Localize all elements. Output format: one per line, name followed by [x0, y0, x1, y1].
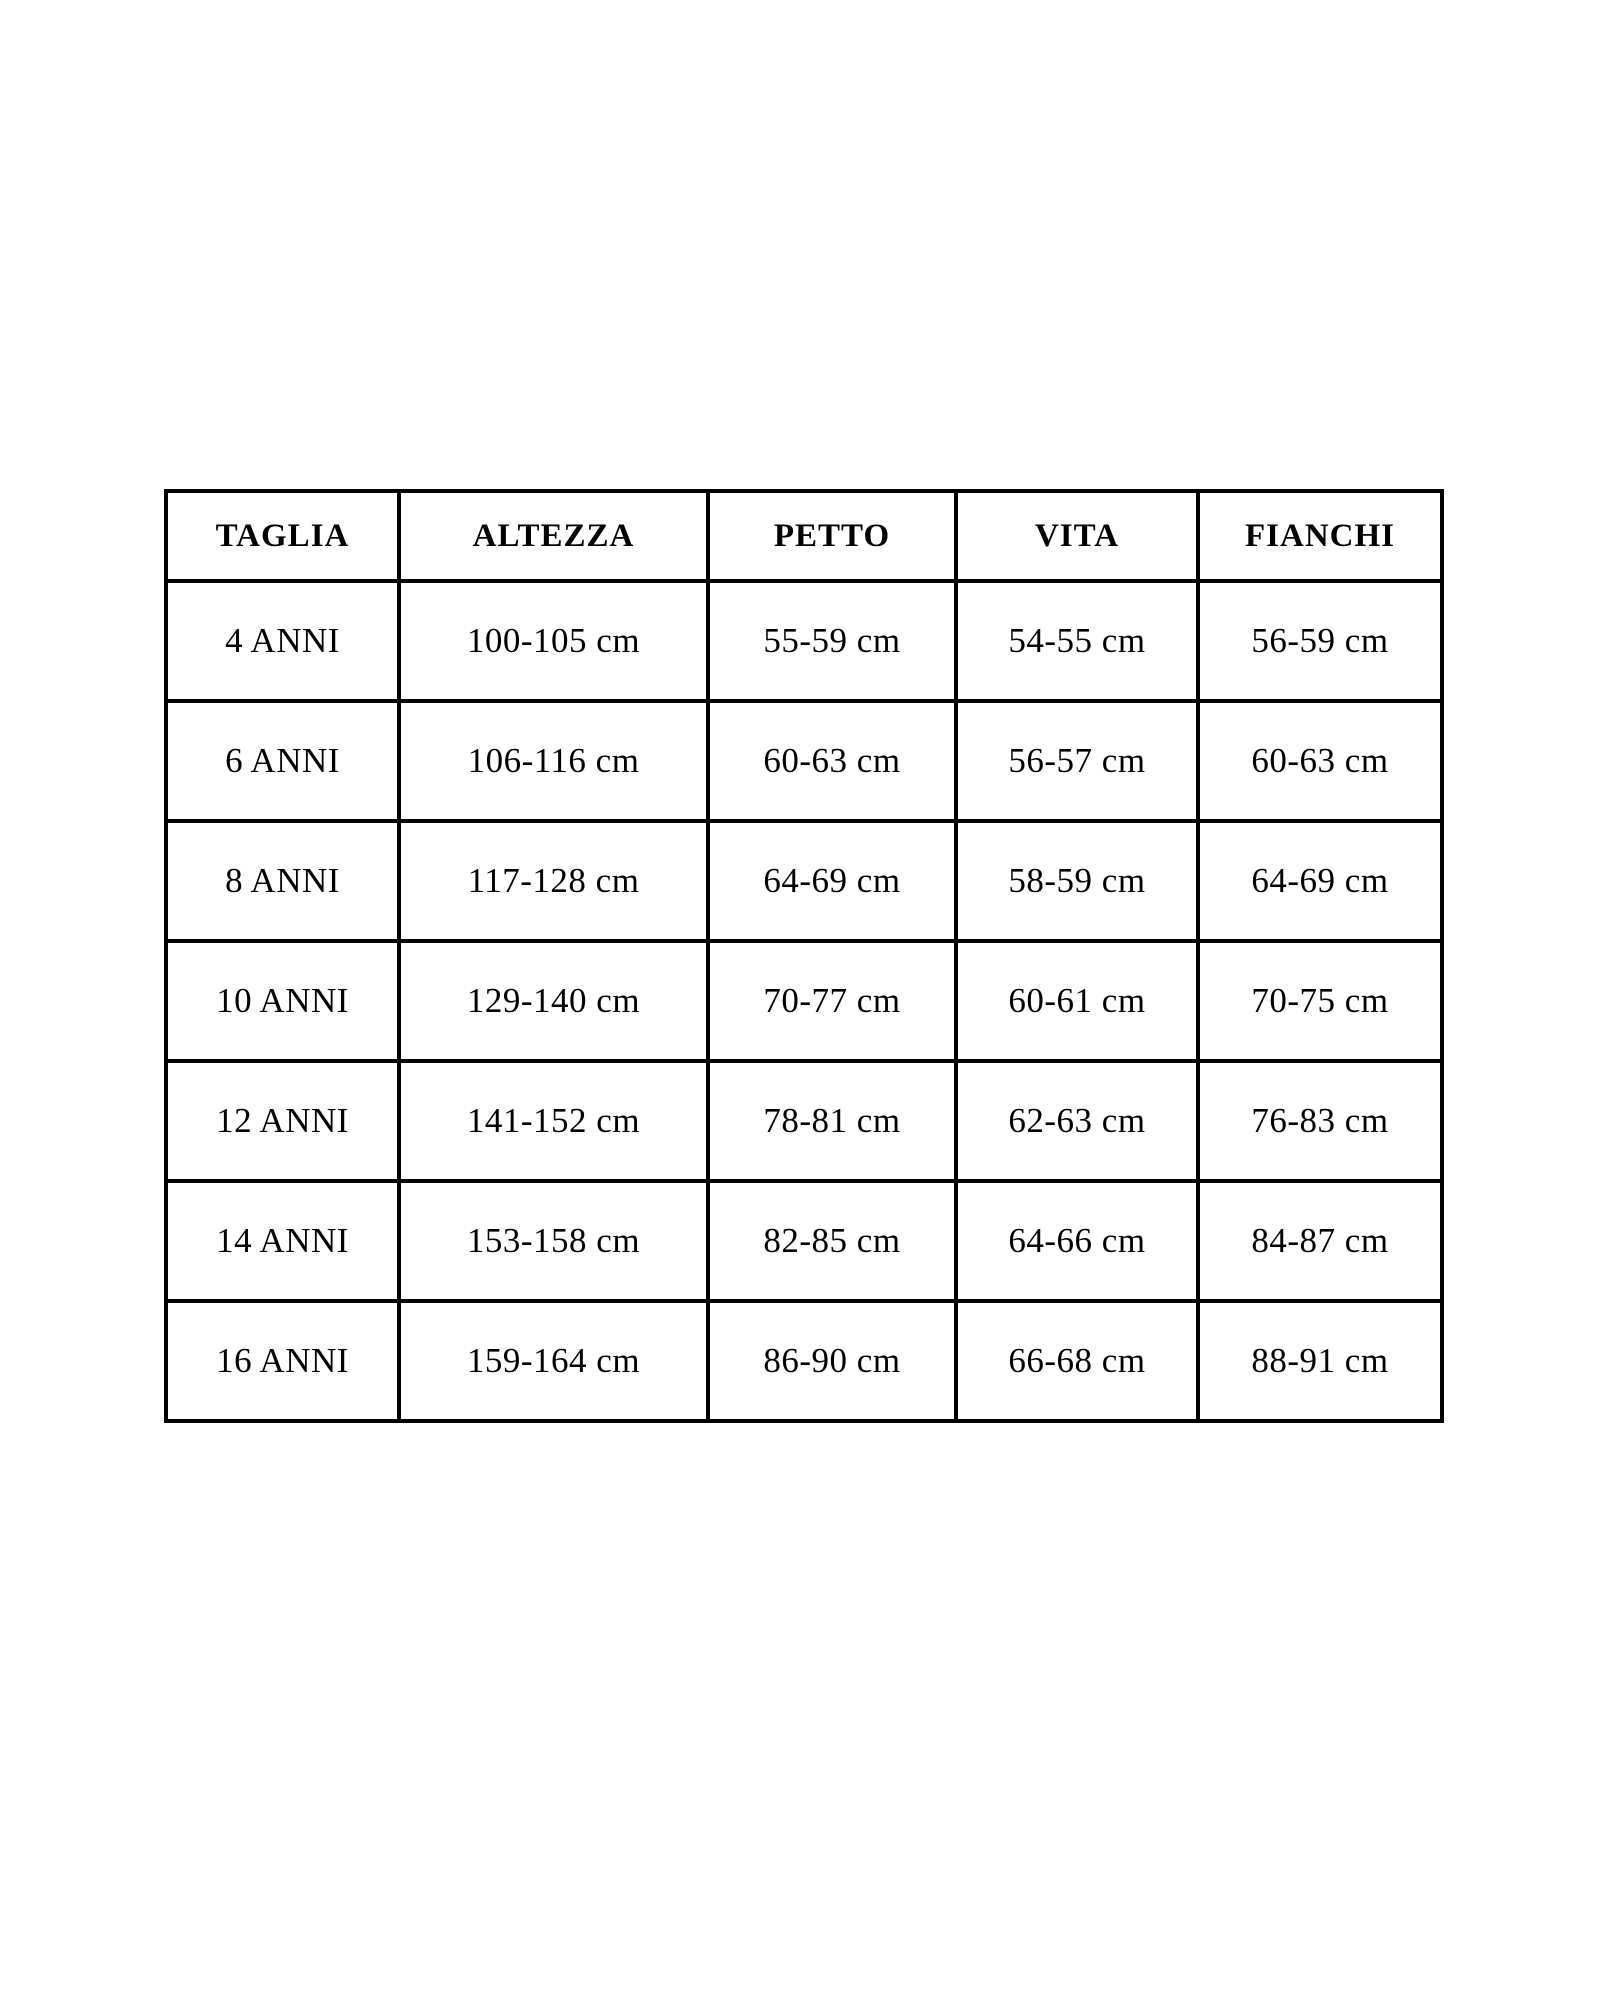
- cell-fianchi: 76-83 cm: [1198, 1061, 1442, 1181]
- cell-altezza: 159-164 cm: [399, 1301, 708, 1421]
- cell-fianchi: 70-75 cm: [1198, 941, 1442, 1061]
- cell-petto: 82-85 cm: [708, 1181, 956, 1301]
- cell-fianchi: 60-63 cm: [1198, 701, 1442, 821]
- cell-petto: 64-69 cm: [708, 821, 956, 941]
- row-4-anni: [166, 581, 1442, 701]
- cell-vita: 62-63 cm: [956, 1061, 1198, 1181]
- cell-taglia: 10 ANNI: [166, 941, 399, 1061]
- cell-vita: 56-57 cm: [956, 701, 1198, 821]
- cell-petto: 86-90 cm: [708, 1301, 956, 1421]
- cell-taglia: 8 ANNI: [166, 821, 399, 941]
- cell-altezza: 117-128 cm: [399, 821, 708, 941]
- cell-taglia: 14 ANNI: [166, 1181, 399, 1301]
- cell-petto: 70-77 cm: [708, 941, 956, 1061]
- cell-vita: 66-68 cm: [956, 1301, 1198, 1421]
- cell-fianchi: 88-91 cm: [1198, 1301, 1442, 1421]
- row-10-anni: [166, 941, 1442, 1061]
- cell-vita: 60-61 cm: [956, 941, 1198, 1061]
- row-8-anni: [166, 821, 1442, 941]
- cell-vita: 58-59 cm: [956, 821, 1198, 941]
- cell-petto: 60-63 cm: [708, 701, 956, 821]
- cell-altezza: 100-105 cm: [399, 581, 708, 701]
- cell-taglia: 12 ANNI: [166, 1061, 399, 1181]
- row-16-anni: [166, 1301, 1442, 1421]
- cell-altezza: 141-152 cm: [399, 1061, 708, 1181]
- cell-petto: 78-81 cm: [708, 1061, 956, 1181]
- table-body: [166, 581, 1442, 1421]
- row-14-anni: [166, 1181, 1442, 1301]
- cell-fianchi: 56-59 cm: [1198, 581, 1442, 701]
- cell-vita: 64-66 cm: [956, 1181, 1198, 1301]
- header-cell-taglia: TAGLIA: [166, 491, 399, 581]
- cell-fianchi: 84-87 cm: [1198, 1181, 1442, 1301]
- table-header: [166, 491, 1442, 581]
- header-cell-petto: PETTO: [708, 491, 956, 581]
- cell-fianchi: 64-69 cm: [1198, 821, 1442, 941]
- header-row: [166, 491, 1442, 581]
- row-12-anni: [166, 1061, 1442, 1181]
- cell-taglia: 16 ANNI: [166, 1301, 399, 1421]
- cell-altezza: 153-158 cm: [399, 1181, 708, 1301]
- cell-altezza: 129-140 cm: [399, 941, 708, 1061]
- header-cell-altezza: ALTEZZA: [399, 491, 708, 581]
- header-cell-vita: VITA: [956, 491, 1198, 581]
- cell-petto: 55-59 cm: [708, 581, 956, 701]
- cell-vita: 54-55 cm: [956, 581, 1198, 701]
- row-6-anni: [166, 701, 1442, 821]
- cell-taglia: 6 ANNI: [166, 701, 399, 821]
- size-chart-table: [164, 489, 1444, 1423]
- header-cell-fianchi: FIANCHI: [1198, 491, 1442, 581]
- cell-taglia: 4 ANNI: [166, 581, 399, 701]
- cell-altezza: 106-116 cm: [399, 701, 708, 821]
